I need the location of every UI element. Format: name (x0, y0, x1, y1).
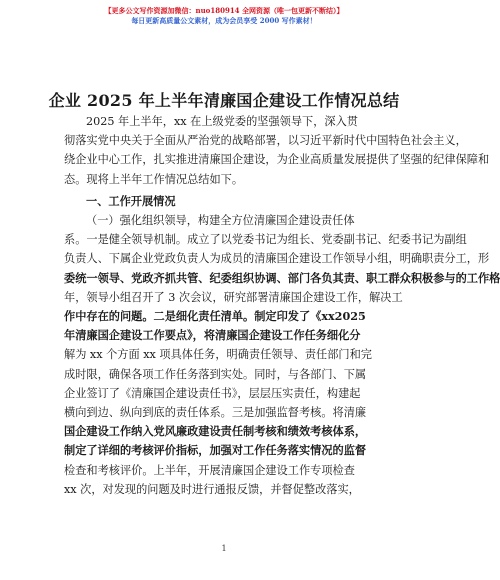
para-line-1: （一）强化组织领导，构建全方位清廉国企建设责任体 (86, 214, 355, 228)
intro-line-4: 态。现将上半年工作情况总结如下。 (64, 172, 244, 186)
para-line-10: 企业签订了《清廉国企建设责任书》，层层压实责任，构建起 (64, 386, 361, 400)
intro-line-2: 彻落实党中央关于全面从严治党的战略部署，以习近平新时代中国特色社会主义， (64, 134, 467, 148)
para-line-3: 负责人、下属企业党政负责人为成员的清廉国企建设工作领导小组，明确职责分工，形 (64, 252, 490, 266)
para-line-5: 年，领导小组召开了 3 次会议，研究部署清廉国企建设工作，解决工 (64, 290, 403, 304)
banner-line-1: 【更多公文写作资源加微信：nuo180914 全网资源（唯一包更新不断结）】 (104, 6, 344, 15)
promo-banner (0, 6, 448, 26)
intro-line-3: 绕企业中心工作，扎实推进清廉国企建设，为企业高质量发展提供了坚强的纪律保障和 (64, 153, 490, 167)
para-line-12: 国企建设工作纳入党风廉政建设责任制考核和绩效考核体系， (64, 424, 367, 439)
page-number: 1 (221, 544, 227, 553)
section-heading-1: 一、工作开展情况 (86, 193, 176, 208)
banner-line-2: 每日更新高质量公文素材，成为会员享受 2000 写作素材！ (131, 16, 317, 25)
para-line-8: 解为 xx 个方面 xx 项具体任务，明确责任领导、责任部门和完 (64, 348, 372, 362)
intro-line-1: 2025 年上半年，xx 在上级党委的坚强领导下，深入贯 (86, 115, 358, 128)
document-title: 企业 2025 年上半年清廉国企建设工作情况总结 (48, 91, 400, 110)
para-line-13: 制定了详细的考核评价指标，加强对工作任务落实情况的监督 (64, 443, 367, 458)
document-body (64, 112, 500, 499)
para-line-9: 成时限，确保各项工作任务落到实处。同时，与各部门、下属 (64, 367, 367, 381)
para-line-15: xx 次，对发现的问题及时进行通报反馈，并督促整改落实， (64, 482, 360, 496)
para-line-6: 作中存在的问题。二是细化责任清单。制定印发了《xx2025 (64, 309, 366, 324)
para-line-11: 横向到边、纵向到底的责任体系。三是加强监督考核。将清廉 (64, 406, 367, 420)
para-line-14: 检查和考核评价。上半年，开展清廉国企建设工作专项检查 (64, 463, 355, 477)
para-line-4: 委统一领导、党政齐抓共管、纪委组织协调、部门各负其责、职工群众积极参与的工作格 (64, 270, 500, 285)
para-line-2: 系。一是健全领导机制。成立了以党委书记为组长、党委副书记、纪委书记为副组 (64, 233, 467, 247)
para-line-7: 年清廉国企建设工作要点》，将清廉国企建设工作任务细化分 (64, 328, 361, 343)
